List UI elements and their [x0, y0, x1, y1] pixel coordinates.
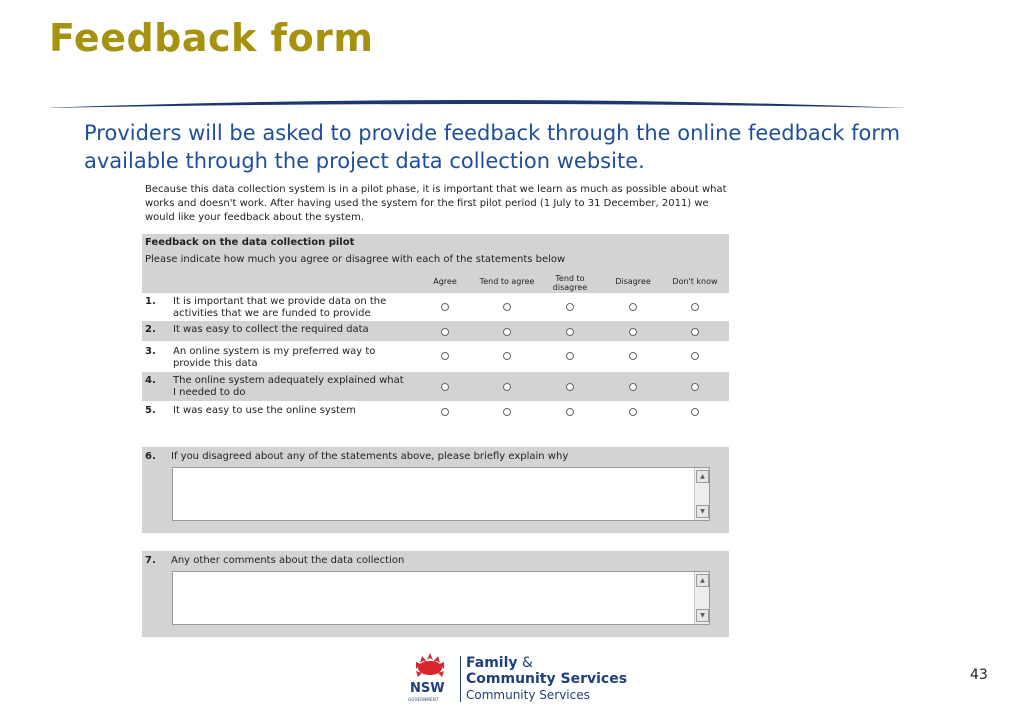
row-statement: The online system adequately explained what I needed to do — [173, 375, 404, 398]
intro-text: Providers will be asked to provide feedback through the online feedback form available through the project data collection website. — [84, 121, 901, 173]
feedback-table-header — [142, 234, 729, 293]
question-number: 7. — [145, 555, 156, 566]
brand-line-1 — [466, 655, 533, 671]
row-number: 4. — [145, 375, 156, 386]
brand-line-3: Community Services — [466, 688, 590, 702]
radio-dont-know[interactable] — [691, 303, 699, 311]
page-number: 43 — [970, 667, 988, 683]
scroll-up-icon[interactable]: ▲ — [696, 574, 709, 587]
brand-family: Family — [466, 655, 518, 671]
textarea-value — [173, 572, 709, 576]
row-number: 3. — [145, 346, 156, 357]
scroll-up-icon[interactable]: ▲ — [696, 470, 709, 483]
section-instruction: Please indicate how much you agree or disagree with each of the statements below — [145, 254, 566, 265]
question-6-panel — [142, 447, 729, 533]
radio-dont-know[interactable] — [691, 408, 699, 416]
row-statement: It was easy to collect the required data — [173, 324, 369, 335]
brand-amp: & — [517, 655, 533, 671]
radio-agree[interactable] — [441, 303, 449, 311]
section-title: Feedback on the data collection pilot — [145, 237, 355, 248]
table-row — [142, 321, 729, 341]
col-head-tend-agree: Tend to agree — [479, 277, 535, 286]
row-statement: It was easy to use the online system — [173, 405, 356, 416]
radio-agree[interactable] — [441, 352, 449, 360]
row-number: 2. — [145, 324, 156, 335]
row-number: 1. — [145, 296, 156, 307]
question-7-panel — [142, 551, 729, 637]
radio-disagree[interactable] — [629, 328, 637, 336]
question-label: Any other comments about the data collection — [171, 555, 405, 566]
nsw-wordmark: NSW — [410, 681, 445, 696]
question-number: 6. — [145, 451, 156, 462]
question-6-textarea[interactable] — [172, 467, 710, 521]
form-intro-text: Because this data collection system is in a pilot phase, it is important that we learn as much as possible about what works and doesn't work. After having used the system for the first pilot period (1 July to 31 December, 2011) we would like your feedback about the system. — [145, 184, 727, 223]
radio-dont-know[interactable] — [691, 352, 699, 360]
row-statement: It is important that we provide data on the activities that we are funded to provide — [173, 296, 387, 319]
textarea-scrollbar[interactable] — [694, 572, 709, 624]
question-label: If you disagreed about any of the statements above, please briefly explain why — [171, 451, 569, 462]
col-head-disagree: Disagree — [615, 277, 651, 286]
col-head-dont-know: Don't know — [672, 277, 718, 286]
textarea-value — [173, 468, 709, 472]
radio-disagree[interactable] — [629, 303, 637, 311]
scroll-down-icon[interactable]: ▼ — [696, 609, 709, 622]
radio-tend-disagree[interactable] — [566, 328, 574, 336]
radio-disagree[interactable] — [629, 408, 637, 416]
col-head-agree: Agree — [433, 277, 457, 286]
slide-title: Feedback form — [49, 16, 374, 60]
table-row — [142, 341, 729, 372]
radio-tend-disagree[interactable] — [566, 352, 574, 360]
title-divider — [44, 96, 906, 112]
radio-disagree[interactable] — [629, 383, 637, 391]
scroll-down-icon[interactable]: ▼ — [696, 505, 709, 518]
radio-tend-agree[interactable] — [503, 303, 511, 311]
col-head-tend-disagree: Tend to disagree — [552, 274, 588, 292]
table-row — [142, 293, 729, 321]
question-7-textarea[interactable] — [172, 571, 710, 625]
radio-tend-agree[interactable] — [503, 383, 511, 391]
radio-tend-disagree[interactable] — [566, 408, 574, 416]
brand-line-2: Community Services — [466, 671, 628, 687]
waratah-logo-icon — [408, 651, 452, 681]
row-statement: An online system is my preferred way to provide this data — [173, 346, 376, 369]
table-row — [142, 372, 729, 401]
radio-agree[interactable] — [441, 328, 449, 336]
radio-tend-disagree[interactable] — [566, 303, 574, 311]
government-wordmark: GOVERNMENT — [408, 697, 439, 702]
radio-tend-disagree[interactable] — [566, 383, 574, 391]
radio-tend-agree[interactable] — [503, 408, 511, 416]
table-row — [142, 401, 729, 421]
radio-dont-know[interactable] — [691, 328, 699, 336]
radio-disagree[interactable] — [629, 352, 637, 360]
row-number: 5. — [145, 405, 156, 416]
radio-tend-agree[interactable] — [503, 352, 511, 360]
radio-dont-know[interactable] — [691, 383, 699, 391]
brand-divider — [460, 656, 461, 702]
radio-agree[interactable] — [441, 383, 449, 391]
textarea-scrollbar[interactable] — [694, 468, 709, 520]
radio-tend-agree[interactable] — [503, 328, 511, 336]
radio-agree[interactable] — [441, 408, 449, 416]
